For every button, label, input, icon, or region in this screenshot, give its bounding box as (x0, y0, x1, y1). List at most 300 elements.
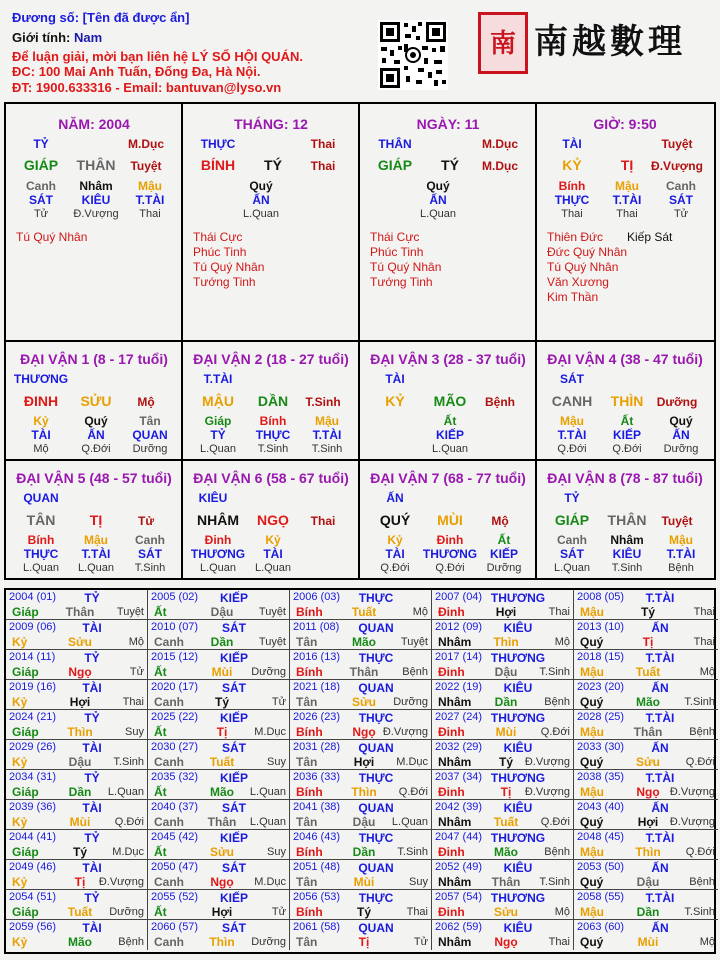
year-cell (290, 800, 432, 830)
dai-van-stem: ĐINH (23, 393, 59, 409)
year-branch: Mão (636, 695, 660, 709)
year-label: 2049 (46) (9, 861, 57, 873)
special-star-extra: Kiếp Sát (627, 230, 673, 244)
year-stem: Quý (580, 695, 604, 709)
year-god: THƯƠNG (490, 831, 546, 845)
hidden-stem: Mậu (138, 179, 162, 193)
dai-van-hidden-stage: T.Sinh (134, 562, 166, 574)
year-branch: Sửu (493, 905, 519, 919)
year-cell (290, 830, 432, 860)
dai-van-stage: Tuyệt (661, 514, 693, 528)
year-label: 2063 (60) (577, 921, 625, 933)
special-star: Thái Cực (370, 230, 420, 244)
dai-van-title: ĐẠI VẬN 2 (18 - 27 tuổi) (193, 351, 349, 367)
year-cell (6, 740, 148, 770)
year-god: TÀI (82, 741, 102, 755)
special-star: Thái Cực (193, 230, 243, 244)
dai-van-hidden-stage: Q.Đới (380, 562, 410, 574)
pillar-cell (6, 104, 183, 342)
year-label: 2029 (26) (9, 741, 57, 753)
dai-van-hidden-stage: L.Quan (22, 562, 60, 574)
year-god: TÀI (82, 621, 102, 635)
year-cell (148, 620, 290, 650)
pillar-heavenly-god: THỰC (200, 137, 236, 151)
year-god: TỶ (84, 651, 100, 665)
dai-van-branch: THÂN (607, 512, 647, 528)
dai-van-hidden-god: TÀI (263, 547, 283, 561)
dai-van-stage: Bệnh (485, 395, 515, 409)
year-label: 2008 (05) (577, 591, 625, 603)
year-stem: Tân (296, 695, 318, 709)
qr-code-icon (378, 20, 448, 90)
dai-van-hidden-stage: Q.Đới (435, 562, 465, 574)
year-stem: Tân (296, 875, 318, 889)
year-cell (432, 620, 574, 650)
year-stem: Nhâm (438, 695, 472, 709)
year-god: QUAN (358, 801, 394, 815)
dai-van-hidden-stem: Kỷ (265, 533, 281, 547)
dai-van-cell (183, 342, 360, 461)
year-cell (6, 920, 148, 950)
year-label: 2036 (33) (293, 771, 341, 783)
pillar-god-stage: Thai (310, 137, 336, 151)
year-label: 2021 (18) (293, 681, 341, 693)
year-stem: Tân (296, 935, 318, 949)
year-cell (6, 650, 148, 680)
year-stage: Mộ (412, 606, 428, 618)
year-cell (574, 710, 718, 740)
year-label: 2031 (28) (293, 741, 341, 753)
hidden-stage: Thai (616, 208, 638, 220)
dai-van-hidden-stem: Bính (27, 533, 55, 547)
year-stem: Nhâm (438, 755, 472, 769)
dai-van-hidden-stage: L.Quan (77, 562, 115, 574)
year-god: SÁT (222, 681, 246, 695)
year-stem: Giáp (12, 605, 39, 619)
year-god: ẤN (651, 861, 669, 875)
hidden-stem: Canh (666, 179, 696, 193)
dai-van-god: TÀI (385, 372, 405, 386)
year-label: 2060 (57) (151, 921, 199, 933)
year-label: 2044 (41) (9, 831, 57, 843)
year-stem: Đinh (438, 605, 465, 619)
year-branch: Dần (68, 785, 92, 799)
dai-van-stage: Dưỡng (656, 395, 698, 409)
year-stem: Ất (154, 725, 167, 739)
dai-van-hidden-stage: L.Quan (199, 562, 237, 574)
year-stage: T.Sinh (397, 846, 428, 858)
brand-logo: 南越數理 (534, 22, 686, 62)
year-stem: Mậu (580, 845, 604, 859)
year-label: 2041 (38) (293, 801, 341, 813)
dai-van-hidden-god: QUAN (132, 428, 168, 442)
year-god: SÁT (222, 921, 246, 935)
gender-value: Nam (73, 30, 103, 45)
dai-van-title: ĐẠI VẬN 8 (78 - 87 tuổi) (547, 470, 703, 486)
dai-van-god: T.TÀI (203, 372, 233, 386)
hidden-stem: Nhâm (79, 179, 113, 193)
dai-van-hidden-stage: Dưỡng (663, 443, 699, 455)
year-cell (574, 770, 718, 800)
year-stage: Bệnh (402, 666, 428, 678)
year-god: T.TÀI (645, 651, 675, 665)
dai-van-stem: KỶ (385, 393, 405, 409)
dai-van-god: KIÊU (198, 491, 228, 505)
year-branch: Dần (636, 905, 660, 919)
dai-van-hidden-stem: Ất (620, 414, 634, 428)
year-stem: Nhâm (438, 815, 472, 829)
hidden-stage: Tử (673, 208, 689, 220)
dai-van-hidden-stem: Giáp (204, 414, 232, 428)
year-cell (6, 620, 148, 650)
year-label: 2039 (36) (9, 801, 57, 813)
year-god: ẤN (651, 681, 669, 695)
earthly-branch: TỊ (620, 157, 634, 173)
pillar-title: THÁNG: 12 (234, 116, 308, 132)
year-god: KIẾP (219, 591, 249, 605)
year-stem: Mậu (580, 605, 604, 619)
year-cell (574, 740, 718, 770)
year-stage: Thai (548, 936, 570, 948)
year-branch: Ngọ (636, 785, 660, 799)
year-stage: Tử (129, 666, 144, 678)
hidden-stage: Thai (561, 208, 583, 220)
dai-van-hidden-stem: Nhâm (610, 533, 644, 547)
dai-van-hidden-stem: Mậu (669, 533, 693, 547)
pillar-god-stage: Tuyệt (661, 137, 693, 151)
year-god: KIẾP (219, 891, 249, 905)
year-branch: Tị (74, 875, 86, 889)
year-cell (6, 710, 148, 740)
heavenly-stem: KỶ (562, 157, 582, 173)
year-god: T.TÀI (645, 591, 675, 605)
year-stage: L.Quan (249, 816, 286, 828)
year-cell (6, 800, 148, 830)
year-god: TỶ (84, 771, 100, 785)
year-god: TÀI (82, 681, 102, 695)
year-god: T.TÀI (645, 891, 675, 905)
gender-line (12, 30, 102, 45)
dai-van-branch: MÃO (433, 393, 467, 409)
year-label: 2030 (27) (151, 741, 199, 753)
year-branch: Tị (500, 785, 512, 799)
pillar-stage: Tuyệt (130, 159, 162, 173)
year-stem: Tân (296, 755, 318, 769)
year-god: TÀI (82, 861, 102, 875)
dai-van-stem: GIÁP (554, 512, 590, 528)
year-god: KIÊU (503, 681, 533, 695)
pillar-heavenly-god: THÂN (378, 137, 412, 151)
hidden-stage: Tử (33, 208, 49, 220)
year-god: TỶ (84, 711, 100, 725)
year-stem: Kỷ (12, 815, 28, 829)
dai-van-hidden-god: TÀI (31, 428, 51, 442)
pillar-title: NGÀY: 11 (416, 116, 480, 132)
earthly-branch: TÝ (441, 157, 459, 173)
year-stage: Suy (409, 876, 428, 888)
year-god: TỶ (84, 831, 100, 845)
hidden-stage: L.Quan (242, 208, 280, 220)
year-cell (432, 710, 574, 740)
year-label: 2052 (49) (435, 861, 483, 873)
dai-van-hidden-stem: Kỷ (33, 414, 49, 428)
year-label: 2026 (23) (293, 711, 341, 723)
year-branch: Tuất (493, 815, 519, 829)
year-branch: Sửu (67, 635, 93, 649)
dai-van-hidden-god: KIẾP (489, 547, 519, 561)
dai-van-hidden-stem: Ất (443, 414, 457, 428)
year-cell (290, 590, 432, 620)
year-stem: Giáp (12, 665, 39, 679)
year-label: 2040 (37) (151, 801, 199, 813)
year-stage: Mộ (128, 636, 144, 648)
year-stem: Đinh (438, 845, 465, 859)
dai-van-hidden-god: ẤN (672, 428, 690, 442)
dai-van-hidden-stage: Q.Đới (81, 443, 111, 455)
year-cell (148, 860, 290, 890)
year-label: 2006 (03) (293, 591, 341, 603)
hidden-god: KIÊU (81, 193, 111, 207)
year-label: 2042 (39) (435, 801, 483, 813)
year-label: 2032 (29) (435, 741, 483, 753)
year-cell (6, 860, 148, 890)
dai-van-hidden-stage: Q.Đới (557, 443, 587, 455)
hidden-stage: L.Quan (419, 208, 457, 220)
year-branch: Tý (640, 605, 656, 619)
dai-van-hidden-stage: L.Quan (431, 443, 469, 455)
owner-label: Đương số: (12, 10, 80, 25)
pillar-title: GIỜ: 9:50 (593, 116, 657, 132)
year-stage: T.Sinh (539, 666, 570, 678)
year-god: TỶ (84, 591, 100, 605)
special-star: Kim Thần (547, 290, 599, 304)
year-stem: Tân (296, 635, 318, 649)
earthly-branch: THÂN (76, 157, 116, 173)
year-stage: Đ.Vượng (669, 816, 715, 828)
year-stage: Đ.Vượng (382, 726, 428, 738)
year-branch: Tý (498, 755, 514, 769)
hidden-stem: Bính (558, 179, 586, 193)
dai-van-cell (360, 342, 537, 461)
year-stem: Ất (154, 905, 167, 919)
year-cell (148, 680, 290, 710)
year-stage: Bệnh (544, 696, 570, 708)
dai-van-stem: NHÂM (197, 512, 239, 528)
year-god: SÁT (222, 861, 246, 875)
year-label: 2050 (47) (151, 861, 199, 873)
dai-van-title: ĐẠI VẬN 6 (58 - 67 tuổi) (193, 470, 349, 486)
year-stem: Bính (296, 845, 323, 859)
dai-van-hidden-god: THƯƠNG (422, 547, 478, 561)
year-stem: Nhâm (438, 935, 472, 949)
year-stage: Tuyệt (258, 636, 286, 648)
year-label: 2037 (34) (435, 771, 483, 783)
year-branch: Thân (491, 875, 521, 889)
year-cell (6, 770, 148, 800)
year-god: THỰC (358, 831, 394, 845)
year-stem: Bính (296, 725, 323, 739)
year-stem: Mậu (580, 785, 604, 799)
year-label: 2035 (32) (151, 771, 199, 783)
year-branch: Mão (68, 935, 92, 949)
year-stage: Thai (406, 906, 428, 918)
hidden-god: SÁT (29, 193, 53, 207)
year-label: 2025 (22) (151, 711, 199, 723)
dai-van-hidden-god: T.TÀI (81, 547, 111, 561)
hidden-stem: Quý (426, 179, 450, 193)
dai-van-hidden-stem: Tân (139, 414, 161, 428)
year-cell (574, 680, 718, 710)
year-branch: Thìn (209, 935, 235, 949)
year-label: 2012 (09) (435, 621, 483, 633)
year-stage: Mộ (554, 906, 570, 918)
year-god: THỰC (358, 591, 394, 605)
year-god: THỰC (358, 711, 394, 725)
year-god: THƯƠNG (490, 771, 546, 785)
dai-van-hidden-stem: Mậu (84, 533, 108, 547)
dai-van-hidden-god: SÁT (138, 547, 162, 561)
dai-van-cell (537, 461, 715, 580)
year-god: KIÊU (503, 621, 533, 635)
year-label: 2013 (10) (577, 621, 625, 633)
dai-van-cell (537, 342, 715, 461)
year-stem: Canh (154, 875, 184, 889)
pillar-cell (183, 104, 360, 342)
year-branch: Hợi (353, 755, 375, 769)
year-branch: Dậu (352, 815, 376, 829)
year-cell (432, 590, 574, 620)
year-branch: Dần (494, 695, 518, 709)
year-stage: Tử (271, 906, 286, 918)
year-branch: Tý (72, 845, 88, 859)
year-stage: Q.Đới (540, 816, 570, 828)
year-stem: Mậu (580, 665, 604, 679)
year-god: TỶ (84, 891, 100, 905)
year-god: KIÊU (503, 921, 533, 935)
dai-van-title: ĐẠI VẬN 1 (8 - 17 tuổi) (20, 351, 168, 367)
year-god: T.TÀI (645, 771, 675, 785)
hidden-god: T.TÀI (612, 193, 642, 207)
year-god: SÁT (222, 741, 246, 755)
dai-van-cell (6, 461, 183, 580)
year-stage: Đ.Vượng (98, 876, 144, 888)
year-cell (432, 890, 574, 920)
year-stem: Kỷ (12, 695, 28, 709)
year-stem: Ất (154, 665, 167, 679)
year-stem: Giáp (12, 785, 39, 799)
year-god: QUAN (358, 621, 394, 635)
year-stem: Bính (296, 665, 323, 679)
year-label: 2020 (17) (151, 681, 199, 693)
year-label: 2053 (50) (577, 861, 625, 873)
year-god: THỰC (358, 651, 394, 665)
year-stage: M.Dục (254, 726, 286, 738)
special-star: Phúc Tinh (370, 245, 424, 259)
year-branch: Thìn (67, 725, 93, 739)
year-cell (432, 800, 574, 830)
year-stage: Thai (693, 606, 715, 618)
year-branch: Mùi (495, 725, 517, 739)
year-cell (574, 620, 718, 650)
year-god: ẤN (651, 741, 669, 755)
dai-van-hidden-stage: Bệnh (668, 562, 694, 574)
phone-email-line: ĐT: 1900.633316 - Email: bantuvan@lyso.vn (12, 80, 282, 95)
year-cell (432, 740, 574, 770)
dai-van-stage: Tử (137, 514, 155, 528)
year-branch: Hợi (495, 605, 517, 619)
year-branch: Tuất (67, 905, 93, 919)
year-cell (574, 830, 718, 860)
year-label: 2027 (24) (435, 711, 483, 723)
dai-van-hidden-stage: T.Sinh (611, 562, 643, 574)
year-label: 2022 (19) (435, 681, 483, 693)
year-branch: Tuất (635, 665, 661, 679)
year-god: TÀI (82, 921, 102, 935)
year-cell (148, 710, 290, 740)
year-stage: T.Sinh (113, 756, 144, 768)
hidden-stem: Quý (249, 179, 273, 193)
year-branch: Mùi (69, 815, 91, 829)
year-stem: Mậu (580, 725, 604, 739)
year-stage: Dưỡng (251, 666, 286, 678)
year-label: 2059 (56) (9, 921, 57, 933)
year-cell (432, 770, 574, 800)
year-god: T.TÀI (645, 831, 675, 845)
year-label: 2056 (53) (293, 891, 341, 903)
dai-van-branch: SỬU (80, 393, 112, 409)
year-branch: Tý (214, 695, 230, 709)
year-cell (6, 890, 148, 920)
year-label: 2058 (55) (577, 891, 625, 903)
year-label: 2038 (35) (577, 771, 625, 783)
year-label: 2019 (16) (9, 681, 57, 693)
year-label: 2055 (52) (151, 891, 199, 903)
special-star: Văn Xương (547, 275, 609, 289)
pillar-god-stage: M.Dục (482, 137, 518, 151)
year-branch: Thân (633, 725, 663, 739)
year-branch: Mùi (353, 875, 375, 889)
dai-van-hidden-stem: Canh (557, 533, 587, 547)
dai-van-branch: THÌN (610, 393, 644, 409)
year-stem: Đinh (438, 905, 465, 919)
year-stage: Bệnh (544, 846, 570, 858)
dai-van-hidden-stem: Quý (669, 414, 693, 428)
hidden-god: ẤN (429, 193, 447, 207)
year-god: QUAN (358, 861, 394, 875)
year-label: 2033 (30) (577, 741, 625, 753)
year-god: KIẾP (219, 651, 249, 665)
year-stage: L.Quan (249, 786, 286, 798)
dai-van-god: QUAN (23, 491, 59, 505)
dai-van-hidden-stem: Bính (259, 414, 287, 428)
year-branch: Hợi (637, 815, 659, 829)
year-label: 2009 (06) (9, 621, 57, 633)
dai-van-hidden-god: THỰC (255, 428, 291, 442)
year-stage: T.Sinh (539, 876, 570, 888)
dai-van-cell (183, 461, 360, 580)
dai-van-cell (6, 342, 183, 461)
dai-van-hidden-god: TÀI (385, 547, 405, 561)
owner-value: [Tên đã được ẩn] (82, 10, 190, 25)
year-cell (148, 770, 290, 800)
year-cell (574, 590, 718, 620)
year-branch: Tý (356, 905, 372, 919)
dai-van-hidden-god: KIẾP (612, 428, 642, 442)
dai-van-stem: MẬU (202, 393, 234, 409)
year-stem: Quý (580, 635, 604, 649)
year-god: KIẾP (219, 711, 249, 725)
year-label: 2062 (59) (435, 921, 483, 933)
